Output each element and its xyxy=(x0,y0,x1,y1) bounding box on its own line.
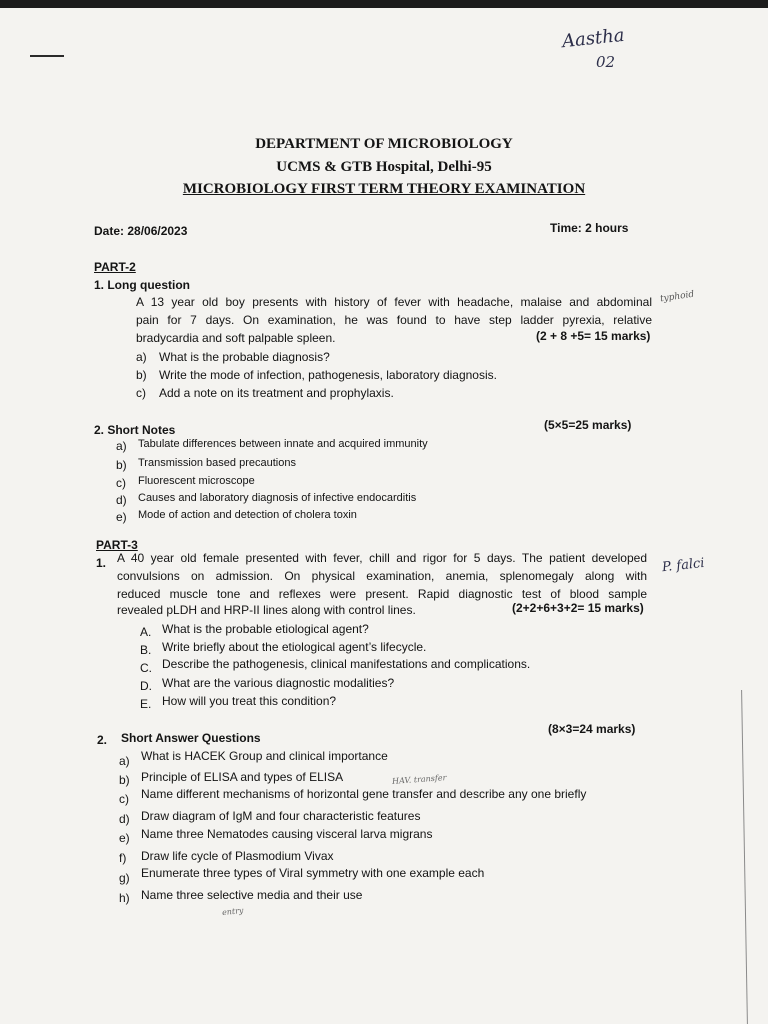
note-label: e) xyxy=(116,510,127,524)
scan-edge-right xyxy=(741,690,748,1024)
scan-edge-top xyxy=(0,0,768,8)
sub-question-text: Write briefly about the etiological agent’s lifecycle. xyxy=(162,640,427,654)
long-question-marks: (2 + 8 +5= 15 marks) xyxy=(536,329,651,343)
answer-label: g) xyxy=(119,871,130,885)
answer-label: d) xyxy=(119,812,130,826)
answer-label: a) xyxy=(119,754,130,768)
sub-question-text: What is the probable diagnosis? xyxy=(159,350,330,364)
stem-line: A 13 year old boy presents with history of fever with headache, malaise and abdominal xyxy=(136,295,652,309)
short-answer-heading: Short Answer Questions xyxy=(121,731,261,745)
sub-question-text: What are the various diagnostic modalities? xyxy=(162,676,395,690)
sub-question-label: B. xyxy=(140,643,152,657)
sub-question-label: b) xyxy=(136,368,147,382)
answer-label: e) xyxy=(119,831,130,845)
answer-text: Principle of ELISA and types of ELISA xyxy=(141,770,344,784)
note-label: a) xyxy=(116,439,127,453)
sub-question-label: c) xyxy=(136,386,146,400)
answer-text: Enumerate three types of Viral symmetry with one example each xyxy=(141,866,485,880)
note-label: c) xyxy=(116,476,126,490)
exam-date: Date: 28/06/2023 xyxy=(94,224,188,238)
q1-stem xyxy=(117,549,647,603)
sub-question-text: What is the probable etiological agent? xyxy=(162,622,369,636)
handwritten-scribble: entry xyxy=(221,905,244,918)
note-label: b) xyxy=(116,458,127,472)
exam-time: Time: 2 hours xyxy=(550,221,629,235)
note-text: Fluorescent microscope xyxy=(138,475,255,487)
answer-label: c) xyxy=(119,792,129,806)
question-number: 2. xyxy=(97,733,108,747)
note-text: Transmission based precautions xyxy=(138,457,296,469)
note-text: Tabulate differences between innate and acquired immunity xyxy=(138,438,428,450)
part2-title: PART-2 xyxy=(94,260,136,274)
part3-title: PART-3 xyxy=(96,538,138,552)
stem-line: reduced muscle tone and reflexes were present. Rapid diagnostic test of blood sample xyxy=(117,587,647,601)
sub-question-label: E. xyxy=(140,697,152,711)
question-number: 1. xyxy=(96,556,107,570)
sub-question-label: D. xyxy=(140,679,152,693)
answer-text: Name different mechanisms of horizontal gene transfer and describe any one briefly xyxy=(141,787,587,801)
handwritten-scribble: HAV. transfer xyxy=(391,773,447,786)
answer-text: Name three Nematodes causing visceral larva migrans xyxy=(141,827,433,841)
answer-text: Name three selective media and their use xyxy=(141,888,363,902)
handwritten-number: 02 xyxy=(596,53,616,71)
note-text: Mode of action and detection of cholera toxin xyxy=(138,509,357,521)
note-text: Causes and laboratory diagnosis of infective endocarditis xyxy=(138,492,417,504)
handwritten-margin-note: P. falci xyxy=(661,555,706,576)
q1-marks: (2+2+6+3+2= 15 marks) xyxy=(512,601,644,615)
sub-question-text: How will you treat this condition? xyxy=(162,694,337,708)
sub-question-label: A. xyxy=(140,625,152,639)
answer-label: b) xyxy=(119,773,130,787)
stem-line: convulsions on admission. On physical examination, anemia, splenomegaly along with xyxy=(117,569,647,583)
department-title: DEPARTMENT OF MICROBIOLOGY xyxy=(255,136,513,152)
short-answer-marks: (8×3=24 marks) xyxy=(548,722,636,736)
note-label: d) xyxy=(116,493,127,507)
answer-text: What is HACEK Group and clinical importance xyxy=(141,749,388,763)
sub-question-text: Describe the pathogenesis, clinical manifestations and complications. xyxy=(162,657,531,671)
sub-question-text: Add a note on its treatment and prophylaxis. xyxy=(159,386,394,400)
exam-title: MICROBIOLOGY FIRST TERM THEORY EXAMINATION xyxy=(182,181,586,197)
answer-label: f) xyxy=(119,851,127,865)
pen-mark xyxy=(30,55,64,57)
stem-line: pain for 7 days. On examination, he was found to have step ladder pyrexia, relative xyxy=(136,313,652,327)
long-question-heading: 1. Long question xyxy=(94,278,190,292)
answer-label: h) xyxy=(119,891,130,905)
handwritten-margin-note: typhoid xyxy=(659,289,695,305)
institution-name: UCMS & GTB Hospital, Delhi-95 xyxy=(276,159,492,175)
stem-line: bradycardia and soft palpable spleen. xyxy=(136,331,336,345)
stem-line: revealed pLDH and HRP-II lines along with control lines. xyxy=(117,603,416,617)
handwritten-name: Aastha xyxy=(561,24,626,53)
short-notes-heading: 2. Short Notes xyxy=(94,423,176,437)
answer-text: Draw diagram of IgM and four characteristic features xyxy=(141,809,421,823)
sub-question-text: Write the mode of infection, pathogenesis, laboratory diagnosis. xyxy=(159,368,497,382)
short-notes-marks: (5×5=25 marks) xyxy=(544,418,632,432)
answer-text: Draw life cycle of Plasmodium Vivax xyxy=(141,849,334,863)
stem-line: A 40 year old female presented with fever, chill and rigor for 5 days. The patient developed xyxy=(117,551,647,565)
sub-question-label: a) xyxy=(136,350,147,364)
sub-question-label: C. xyxy=(140,661,152,675)
